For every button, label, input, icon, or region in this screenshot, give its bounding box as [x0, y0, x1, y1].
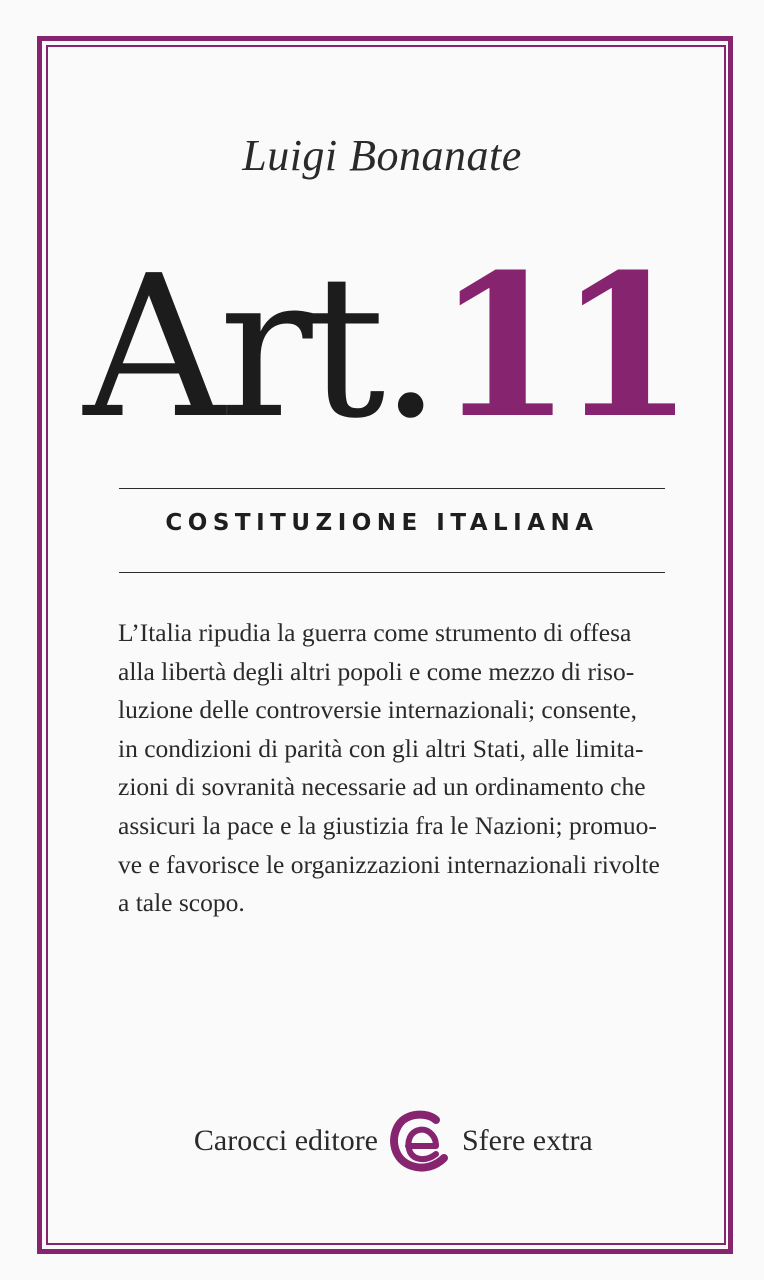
- article-text-line: a tale scopo.: [118, 888, 245, 918]
- subtitle: COSTITUZIONE ITALIANA: [165, 510, 599, 536]
- article-text-line: ve e favorisce le organizzazioni internazionali rivolte: [118, 849, 660, 879]
- author-name: Luigi Bonanate: [242, 131, 522, 180]
- divider-top: [119, 488, 665, 489]
- article-text-line: zioni di sovranità necessarie ad un ordinamento che: [118, 772, 646, 802]
- publisher-name: Carocci editore: [193, 1124, 378, 1157]
- divider-bottom: [119, 572, 665, 573]
- article-text-line: assicuri la pace e la giustizia fra le Nazioni; promuo-: [118, 810, 657, 840]
- article-text: [118, 614, 678, 923]
- series-name: Sfere extra: [462, 1124, 593, 1157]
- cover-footer: [0, 1108, 764, 1168]
- title-number: 11: [435, 232, 681, 462]
- title-prefix: Art.: [83, 234, 436, 462]
- carocci-ce-logo-icon: [386, 1108, 452, 1174]
- article-text-line: alla libertà degli altri popoli e come mezzo di riso-: [118, 656, 635, 686]
- article-text-line: luzione delle controversie internazionali; consente,: [118, 695, 638, 725]
- article-text-line: L’Italia ripudia la guerra come strumento di offesa: [118, 618, 632, 647]
- article-text-line: in condizioni di parità con gli altri Stati, alle limita-: [118, 733, 644, 763]
- book-title: [0, 232, 764, 462]
